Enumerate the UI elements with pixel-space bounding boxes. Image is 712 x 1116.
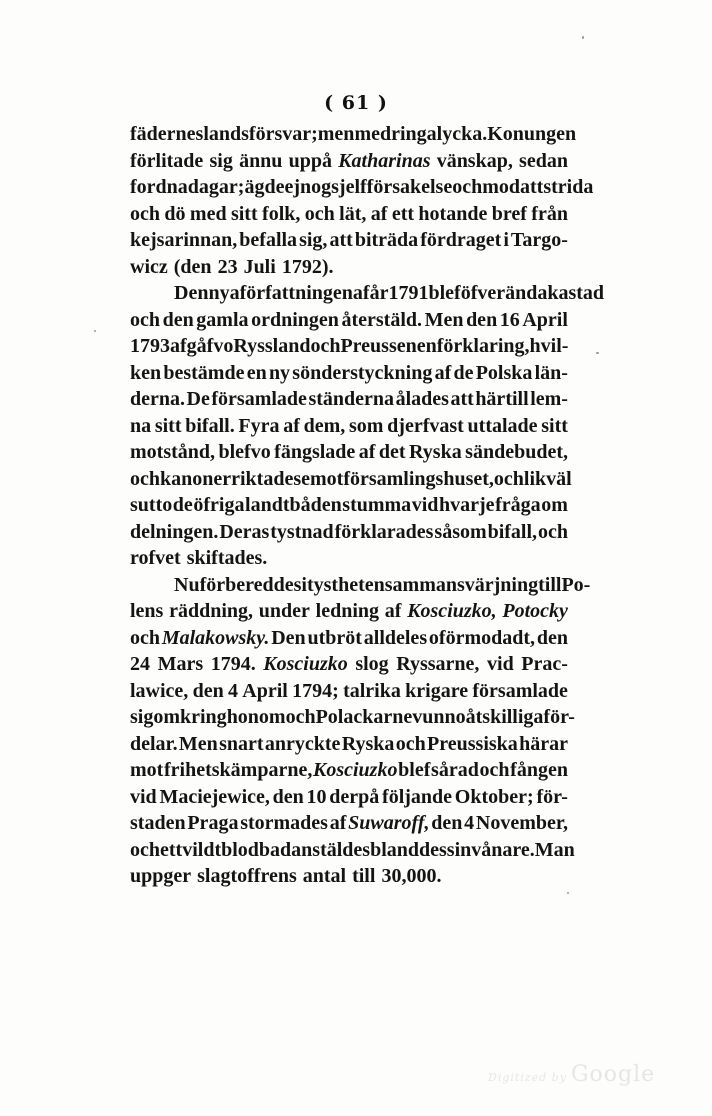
word: emot — [301, 467, 344, 490]
word: en — [416, 335, 437, 357]
word: vildt — [182, 838, 222, 861]
word: med — [189, 202, 227, 225]
watermark-prefix: Digitized by — [488, 1071, 567, 1084]
word: för- — [543, 706, 575, 728]
word: stormades — [240, 812, 328, 834]
word: åtskilliga — [465, 706, 544, 728]
word: Men — [178, 732, 218, 755]
word: till — [538, 573, 562, 596]
word: dö — [164, 202, 186, 225]
word: blodbad — [221, 838, 292, 861]
word: slog — [355, 653, 389, 675]
word: i — [301, 573, 307, 596]
word: församlingshuset, — [343, 467, 494, 490]
word: att — [329, 229, 353, 251]
google-watermark — [488, 1062, 655, 1087]
word: Nu — [174, 573, 200, 596]
text-line — [130, 254, 333, 280]
word: dess — [419, 838, 455, 861]
word: (den — [173, 255, 212, 278]
text-line — [130, 704, 575, 730]
word: 4 — [464, 812, 475, 834]
word: kanoner — [160, 467, 232, 490]
word: såsom — [434, 520, 487, 543]
word: från — [531, 202, 568, 225]
word: och — [479, 759, 510, 781]
emphasized-word: Katharinas — [338, 149, 431, 172]
word: derna. — [130, 388, 185, 410]
word: Men — [424, 308, 464, 331]
word: Oktober; — [454, 785, 534, 808]
word: Juli — [243, 255, 276, 278]
word: Preussen — [340, 335, 417, 357]
word: 24 — [130, 653, 150, 675]
word: Po- — [561, 573, 591, 596]
word: nya — [208, 282, 240, 304]
word: November, — [475, 812, 568, 834]
word: fordna — [130, 176, 188, 198]
word: 1792). — [281, 255, 334, 278]
word: Preussiska — [427, 732, 518, 755]
word: sönderstyckning — [292, 361, 433, 384]
emphasized-word: Malakowsky. — [161, 626, 270, 649]
text-line — [174, 572, 591, 598]
word: dagar; — [187, 176, 245, 198]
word: sig — [209, 149, 233, 172]
word: de — [453, 361, 474, 384]
word: invånare. — [454, 838, 535, 861]
word: rofvet — [130, 547, 181, 569]
word: 10 — [306, 785, 327, 808]
word: nog — [300, 176, 332, 198]
word: lem- — [530, 388, 568, 410]
word: bland — [370, 838, 420, 861]
word: Mars — [157, 653, 204, 675]
word: den — [536, 626, 568, 649]
word: län- — [534, 361, 568, 384]
word: Maciejewice, — [159, 785, 270, 808]
word: förklaring, — [436, 335, 530, 357]
word: staden — [130, 812, 186, 834]
word: ej — [284, 176, 301, 198]
word: ännu — [239, 149, 283, 172]
text-line — [130, 519, 568, 545]
word: räddning, — [169, 600, 254, 622]
emphasized-word: Kosciuzko — [313, 759, 398, 781]
word: och — [304, 202, 335, 225]
word: Praga — [187, 812, 239, 834]
word: vänskap, — [436, 149, 513, 172]
word: na — [130, 414, 152, 437]
word: Fyra — [238, 414, 280, 437]
word: sig — [130, 706, 154, 728]
word: talrika — [343, 679, 401, 702]
word: af — [370, 202, 388, 225]
word: Deras — [219, 520, 270, 543]
word: dem, — [303, 414, 346, 437]
word: med — [354, 123, 392, 145]
word: sutto — [130, 494, 173, 516]
word: ålades — [395, 388, 449, 410]
emphasized-word: Kosciuzko — [263, 653, 348, 675]
word: fången — [510, 759, 568, 781]
word: under — [258, 600, 310, 622]
text-line — [174, 280, 605, 306]
word: hvarje — [439, 494, 495, 516]
word: delar. — [130, 732, 178, 755]
word: det — [378, 441, 406, 463]
ink-speck — [596, 352, 599, 354]
word: en — [364, 573, 385, 596]
text-line — [130, 863, 441, 889]
word: af — [283, 414, 300, 437]
word: Targo- — [510, 229, 568, 251]
word: uttalade — [467, 414, 538, 437]
word: Den — [174, 282, 209, 304]
word: lycka. — [436, 123, 488, 145]
emphasized-word: Kosciuzko, — [407, 600, 497, 622]
word: stumma — [342, 494, 412, 516]
word: lät, — [339, 202, 367, 225]
word: likväl — [523, 467, 572, 490]
word: tystnad — [270, 520, 334, 543]
word: ringa — [391, 123, 437, 145]
word: omkring — [153, 706, 227, 728]
word: återstäld. — [341, 308, 423, 331]
word: sitt — [154, 414, 182, 437]
word: sig, — [299, 229, 328, 251]
word: afgåfvo — [170, 335, 234, 357]
word: mod — [482, 176, 521, 198]
word: derpå — [329, 785, 380, 808]
text-line — [130, 598, 568, 624]
word: 23 — [217, 255, 238, 278]
word: 16 — [499, 308, 520, 331]
word: och — [395, 732, 426, 755]
word: men — [317, 123, 355, 145]
word: lawice, — [130, 679, 189, 702]
word: följande — [382, 785, 453, 808]
word: honom — [226, 706, 286, 728]
word: försvar; — [248, 123, 318, 145]
word: sitt — [230, 202, 258, 225]
ink-speck — [567, 892, 569, 894]
word: och — [130, 626, 160, 649]
word: den — [272, 785, 304, 808]
word: sjelfförsakelse — [331, 176, 453, 198]
word: riktades — [231, 467, 302, 490]
word: oförmodadt, — [428, 626, 536, 649]
word: landtbåden — [245, 494, 342, 516]
word: mot — [130, 759, 164, 781]
word: Ryska — [341, 732, 395, 755]
word: alldeles — [363, 626, 428, 649]
emphasized-word: Potocky — [502, 600, 568, 622]
word: bifall. — [185, 414, 235, 437]
word: Ryssarne, — [396, 653, 480, 675]
word: författningen — [239, 282, 353, 304]
text-line — [130, 837, 575, 863]
text-line — [130, 466, 572, 492]
word: slagtoffrens — [197, 865, 297, 887]
word: kejsarinnan, — [130, 229, 238, 251]
word: ägde — [244, 176, 285, 198]
word: förlitade — [130, 149, 204, 172]
word: April — [242, 679, 288, 702]
text-line — [130, 413, 568, 439]
ink-speck — [582, 36, 584, 39]
word: delningen. — [130, 520, 219, 543]
word: biträda — [354, 229, 419, 251]
word: om — [541, 494, 568, 516]
word: Ryska — [409, 441, 462, 463]
word: 1794; — [292, 679, 339, 702]
page-number: ( 61 ) — [324, 92, 388, 114]
text-line — [130, 386, 568, 412]
word: en — [246, 361, 267, 384]
word: snart — [219, 732, 264, 755]
word: befalla — [239, 229, 298, 251]
word: sårad — [431, 759, 479, 781]
word: blefvo — [218, 441, 271, 463]
word: blef — [398, 759, 431, 781]
word: af — [384, 600, 402, 622]
text-line — [130, 174, 594, 200]
word: gamla — [196, 308, 249, 331]
word: frihetskämparne, — [164, 759, 313, 781]
word: 30,000. — [381, 865, 442, 887]
word: och — [130, 838, 160, 861]
word: vid — [130, 785, 157, 808]
word: sändebudet, — [465, 441, 568, 463]
word: wicz — [130, 255, 168, 278]
word: hvil- — [529, 335, 569, 357]
word: De — [186, 388, 210, 410]
text-line — [130, 784, 568, 810]
word: och — [493, 467, 524, 490]
word: uppger — [130, 865, 192, 887]
text-line — [130, 810, 568, 836]
word: och — [538, 520, 568, 543]
word: tysthet — [306, 573, 365, 596]
word: ständerna — [308, 388, 395, 410]
word: förbereddes — [199, 573, 302, 596]
word: vid — [487, 653, 514, 675]
word: lens — [130, 600, 164, 622]
text-line — [130, 545, 267, 571]
word: 4 — [228, 679, 238, 702]
word: djerfvast — [387, 414, 464, 437]
word: Prac- — [521, 653, 568, 675]
word: förklarades — [334, 520, 434, 543]
text-line — [130, 227, 568, 253]
word: 1793 — [130, 335, 170, 357]
word: ett — [391, 202, 415, 225]
word: Konungen — [487, 123, 577, 145]
word: 1794. — [210, 653, 256, 675]
text-line — [130, 439, 568, 465]
word: fråga — [495, 494, 541, 516]
word: sammansvärjning — [384, 573, 539, 596]
word: krigare — [405, 679, 469, 702]
word: April — [522, 308, 568, 331]
word: bestämde — [163, 361, 245, 384]
word: och — [130, 202, 160, 225]
word: Ryssland — [233, 335, 311, 357]
text-line — [130, 651, 568, 677]
word: bifall, — [487, 520, 538, 543]
text-line — [130, 678, 568, 704]
word: utbröt — [307, 626, 362, 649]
word: ett — [160, 838, 183, 861]
word: år — [369, 282, 389, 304]
text-line — [130, 360, 568, 386]
word: att — [520, 176, 544, 198]
ink-speck — [94, 330, 96, 332]
word: blef — [428, 282, 461, 304]
word: sedan — [519, 149, 568, 172]
word: af — [434, 361, 452, 384]
text-line — [130, 121, 577, 147]
text-line — [130, 492, 568, 518]
word: och — [310, 335, 341, 357]
word: ken — [130, 361, 162, 384]
word: församlade — [211, 388, 307, 410]
word: vid — [411, 494, 439, 516]
word: ledning — [315, 600, 380, 622]
word: Polackarne — [315, 706, 413, 728]
emphasized-word: Suwaroff, — [348, 812, 430, 834]
word: hotande — [418, 202, 488, 225]
word: vunno — [412, 706, 466, 728]
word: af — [352, 282, 370, 304]
word: fängslade — [274, 441, 356, 463]
word: motstånd, — [130, 441, 216, 463]
text-line — [130, 148, 568, 174]
word: att — [450, 388, 474, 410]
text-line — [130, 757, 568, 783]
word: öfriga — [193, 494, 245, 516]
word: den — [192, 679, 224, 702]
word: i — [503, 229, 509, 251]
word: af — [358, 441, 376, 463]
word: anryckte — [264, 732, 341, 755]
word: och — [285, 706, 316, 728]
word: den — [431, 812, 463, 834]
word: härtill — [475, 388, 529, 410]
word: härar — [519, 732, 568, 755]
word: för- — [536, 785, 568, 808]
word: fördraget — [420, 229, 502, 251]
word: den — [162, 308, 194, 331]
word: skiftades. — [186, 547, 268, 569]
word: af — [329, 812, 347, 834]
word: och — [130, 308, 160, 331]
word: bref — [491, 202, 527, 225]
word: strida — [543, 176, 594, 198]
word: Polska — [475, 361, 533, 384]
word: till — [352, 865, 376, 887]
text-line — [130, 625, 568, 651]
text-line — [130, 201, 568, 227]
word: och — [130, 467, 160, 490]
word: antal — [302, 865, 347, 887]
word: ny — [268, 361, 291, 384]
text-line — [130, 333, 568, 359]
word: de — [172, 494, 193, 516]
word: 1791 — [388, 282, 429, 304]
text-line — [130, 307, 568, 333]
word: anstäldes — [291, 838, 371, 861]
word: fäderneslands — [130, 123, 249, 145]
word: uppå — [288, 149, 333, 172]
word: som — [349, 414, 384, 437]
word: den — [466, 308, 498, 331]
word: och — [452, 176, 483, 198]
word: folk, — [262, 202, 301, 225]
word: sitt — [541, 414, 568, 437]
word: församlade — [472, 679, 568, 702]
text-line — [130, 731, 568, 757]
word: ordningen — [251, 308, 339, 331]
word: Man — [534, 838, 575, 861]
watermark-text: Google — [570, 1062, 656, 1087]
word: Den — [271, 626, 306, 649]
word: öfverändakastad — [460, 282, 605, 304]
